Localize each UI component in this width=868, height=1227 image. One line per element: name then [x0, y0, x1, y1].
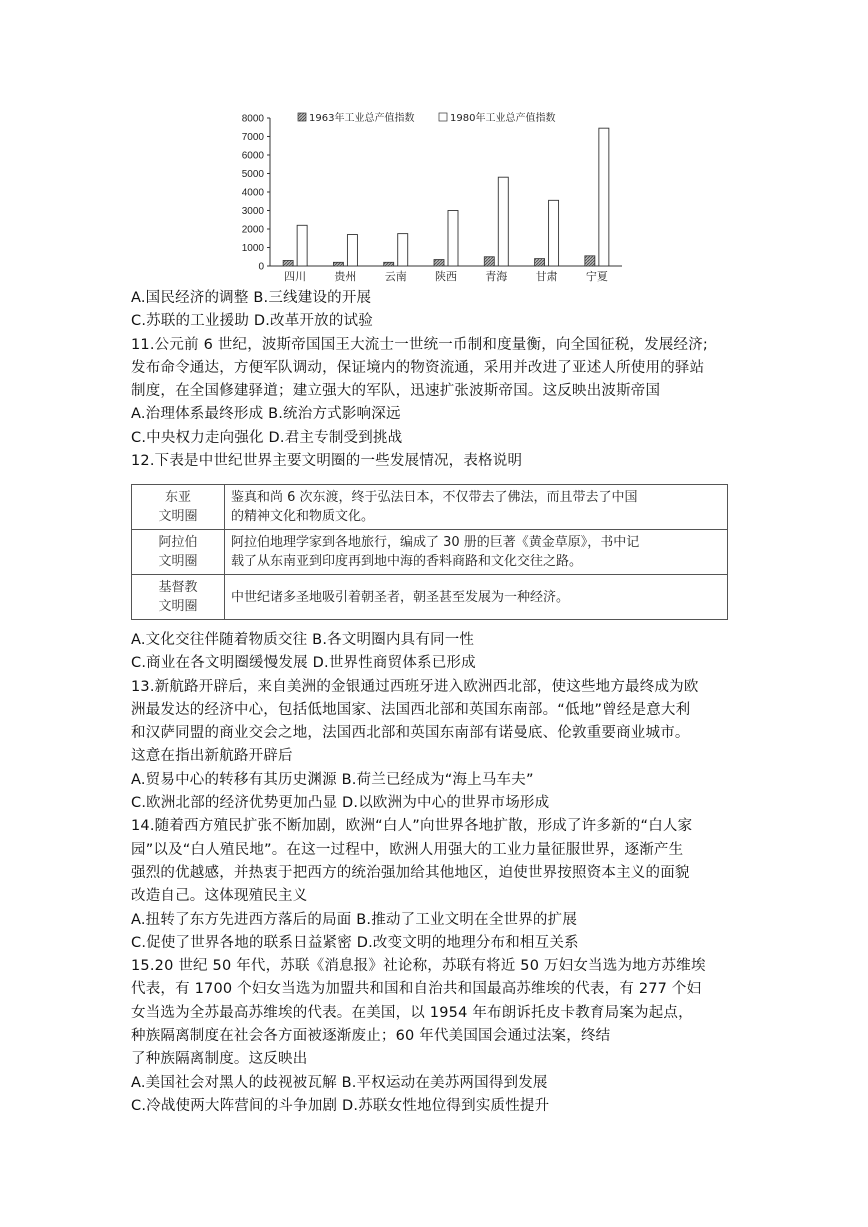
bar-1963	[535, 259, 545, 266]
q13-stem-3: 和汉萨同盟的商业交会之地，法国西北部和英国东南部有诺曼底、伦敦重要商业城市。	[131, 725, 690, 742]
y-tick-label: 1000	[241, 243, 264, 254]
q11-stem-3: 制度，在全国修建驿道；建立强大的军队，迅速扩张波斯帝国。这反映出波斯帝国	[131, 383, 661, 400]
q13-options-1: A.贸易中心的转移有其历史渊源 B.荷兰已经成为“海上马车夫”	[131, 771, 534, 788]
questions-block-2	[131, 629, 751, 1118]
table-row	[132, 485, 728, 530]
q12-options-2: C.商业在各文明圈缓慢发展 D.世界性商贸体系已形成	[131, 655, 476, 672]
row-content-line: 阿拉伯地理学家到各地旅行，编成了 30 册的巨著《黄金草原》，书中记	[231, 535, 640, 550]
x-tick-label: 甘肃	[535, 270, 558, 283]
bar-1963	[283, 260, 293, 266]
q15-options-2: C.冷战使两大阵营间的斗争加剧 D.苏联女性地位得到实质性提升	[131, 1097, 550, 1114]
bar-1980	[599, 128, 609, 266]
table-row-head	[132, 575, 225, 620]
q15-stem-2: 代表，有 1700 个妇女当选为加盟共和国和自治共和国最高苏维埃的代表，有 277 个妇	[131, 981, 702, 998]
bar-1980	[347, 235, 357, 266]
y-tick-label: 7000	[241, 132, 264, 143]
q15-stem-1: 15.20 世纪 50 年代，苏联《消息报》社论称，苏联有将近 50 万妇女当选为地方苏维埃	[131, 958, 706, 975]
y-tick-label: 8000	[241, 113, 264, 125]
q11-stem-1: 11.公元前 6 世纪，波斯帝国国王大流士一世统一币制和度量衡，向全国征税，发展经济;	[131, 336, 708, 353]
row-head-line: 文明圈	[158, 554, 198, 569]
q12-stem: 12.下表是中世纪世界主要文明圈的一些发展情况，表格说明	[131, 453, 523, 470]
bar-1980	[398, 234, 408, 266]
bar-1963	[333, 262, 343, 266]
x-tick-label: 四川	[284, 270, 307, 283]
industrial-output-chart	[230, 106, 630, 286]
x-tick-label: 青海	[485, 270, 508, 283]
y-tick-label: 5000	[241, 169, 264, 180]
bar-1963	[434, 260, 444, 266]
q14-stem-2: 园”以及“白人殖民地”。在这一过程中，欧洲人用强大的工业力量征服世界，逐渐产生	[131, 841, 684, 858]
q13-stem-2: 洲最发达的经济中心，包括低地国家、法国西北部和英国东南部。“低地”曾经是意大利	[131, 701, 691, 718]
chart-legend	[298, 111, 555, 124]
y-tick-label: 3000	[241, 206, 264, 217]
q15-options-1: A.美国社会对黑人的歧视被瓦解 B.平权运动在美苏两国得到发展	[131, 1074, 548, 1091]
q15-stem-5: 了种族隔离制度。这反映出	[131, 1051, 308, 1068]
q15-stem-4: 种族隔离制度在社会各方面被逐渐废止；60 年代美国国会通过法案，终结	[131, 1028, 611, 1045]
bar-1980	[498, 177, 508, 266]
x-tick-label: 宁夏	[585, 270, 608, 283]
table-row-head	[132, 530, 225, 575]
legend-swatch-1980	[439, 113, 447, 121]
q14-stem-3: 强烈的优越感，并热衷于把西方的统治强加给其他地区，迫使世界按照资本主义的面貌	[131, 864, 690, 881]
q13-options-2: C.欧洲北部的经济优势更加凸显 D.以欧洲为中心的世界市场形成	[131, 795, 550, 812]
x-tick-label: 贵州	[334, 270, 357, 283]
y-tick-label: 2000	[241, 224, 264, 236]
row-content-line: 载了从东南亚到印度再到地中海的香料商路和文化交往之路。	[231, 554, 583, 569]
q14-stem-4: 改造自己。这体现殖民主义	[131, 888, 308, 905]
q11-options-1: A.治理体系最终形成 B.统治方式影响深远	[131, 406, 401, 423]
questions-block-1	[131, 287, 741, 473]
q15-stem-3: 女当选为全苏最高苏维埃的代表。在美国，以 1954 年布朗诉托皮卡教育局案为起点，	[131, 1004, 693, 1021]
row-content-line: 鉴真和尚 6 次东渡，终于弘法日本，不仅带去了佛法，而且带去了中国	[231, 490, 638, 505]
q14-stem-1: 14.随着西方殖民扩张不断加剧，欧洲“白人”向世界各地扩散，形成了许多新的“白人家	[131, 818, 693, 835]
q14-options-1: A.扭转了东方先进西方落后的局面 B.推动了工业文明在全世界的扩展	[131, 911, 578, 928]
table-row	[132, 530, 728, 575]
q13-stem-4: 这意在指出新航路开辟后	[131, 748, 293, 765]
row-head-line: 文明圈	[158, 599, 198, 614]
row-head-line: 东亚	[164, 490, 191, 505]
q12-options-1: A.文化交往伴随着物质交往 B.各文明圈内具有同一性	[131, 632, 475, 648]
civilization-table	[131, 484, 728, 620]
row-head-line: 基督教	[158, 580, 198, 595]
bar-1963	[585, 256, 595, 266]
y-tick-label: 4000	[241, 187, 264, 199]
x-tick-label: 陕西	[435, 270, 457, 283]
table-row-content	[225, 530, 728, 575]
row-head-line: 阿拉伯	[158, 535, 198, 550]
legend-label-1980: 1980年工业总产值指数	[450, 113, 556, 124]
x-tick-label: 云南	[384, 270, 407, 283]
y-tick-label: 6000	[241, 150, 264, 162]
bar-1963	[484, 257, 494, 266]
bar-1980	[448, 211, 458, 267]
bar-1980	[549, 200, 559, 266]
bar-1980	[297, 225, 307, 266]
legend-swatch-1963	[298, 113, 306, 121]
q10-options-1: A.国民经济的调整 B.三线建设的开展	[131, 290, 372, 306]
row-head-line: 文明圈	[158, 509, 198, 524]
q10-options-2: C.苏联的工业援助 D.改革开放的试验	[131, 313, 373, 330]
y-tick-label: 0	[258, 261, 264, 273]
table-row	[132, 575, 728, 620]
row-content-line: 的精神文化和物质文化。	[231, 509, 375, 524]
table-row-content	[225, 485, 728, 530]
q13-stem-1: 13.新航路开辟后，来自美洲的金银通过西班牙进入欧洲西北部，使这些地方最终成为欧	[131, 678, 699, 695]
bar-1963	[384, 262, 394, 266]
q11-stem-2: 发布命令通达，方便军队调动，保证境内的物资流通，采用并改进了亚述人所使用的驿站	[131, 359, 705, 376]
chart-axes	[267, 118, 622, 266]
table-row-content	[225, 575, 728, 620]
table-row-head	[132, 485, 225, 530]
chart-bars	[283, 128, 609, 266]
legend-label-1963: 1963年工业总产值指数	[309, 113, 415, 124]
q14-options-2: C.促使了世界各地的联系日益紧密 D.改变文明的地理分布和相互关系	[131, 934, 579, 951]
row-content-line: 中世纪诸多圣地吸引着朝圣者，朝圣甚至发展为一种经济。	[231, 589, 570, 605]
q11-options-2: C.中央权力走向强化 D.君主专制受到挑战	[131, 429, 403, 446]
